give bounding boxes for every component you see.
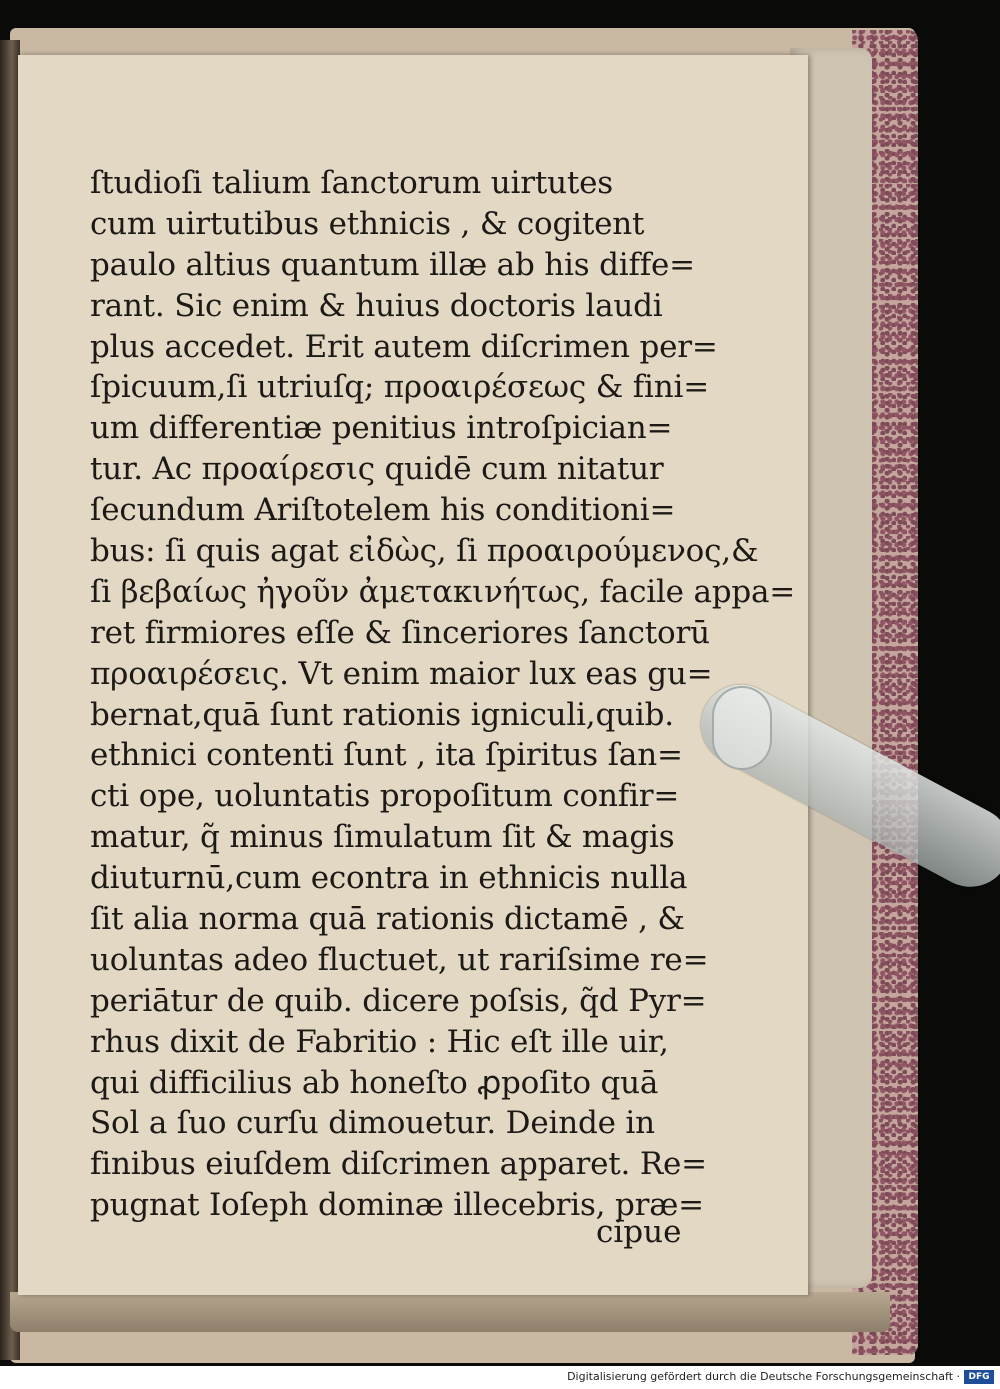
book-spine [0, 40, 20, 1360]
text-line: προαιρέσεις. Vt enim maior lux eas gu= [90, 655, 713, 692]
page-bottom-edge [10, 1292, 890, 1332]
catchword: cipue [596, 1214, 682, 1250]
dfg-logo: DFG [964, 1370, 994, 1384]
footer-credit: Digitalisierung gefördert durch die Deutsche Forschungsgemeinschaft · [567, 1370, 960, 1383]
text-line: matur, q̃ minus ſimulatum ſit & magis [90, 819, 675, 856]
text-line: rhus dixit de Fabritio : Hic eſt ille uir, [90, 1023, 669, 1060]
footer-bar [0, 1366, 1000, 1389]
text-line: bernat,quā ſunt rationis igniculi,quib. [90, 696, 674, 733]
text-block [90, 163, 796, 1226]
text-line: finibus eiuſdem diſcrimen apparet. Re= [90, 1146, 707, 1183]
text-line: ſi βεβαίως ἠγοῦν ἀμετακινήτως, facile appa= [90, 573, 796, 610]
text-line: bus: ſi quis agat εἰδὼς, ſi προαιρούμενος,& [90, 533, 759, 570]
text-line: cti ope, uoluntatis propoſitum confir= [90, 778, 680, 815]
text-line: rant. Sic enim & huius doctoris laudi [90, 287, 663, 324]
text-line: diuturnū,cum econtra in ethnicis nulla [90, 860, 688, 897]
text-line: plus accedet. Erit autem diſcrimen per= [90, 328, 718, 365]
text-line: uoluntas adeo fluctuet, ut rariſsime re= [90, 941, 709, 978]
text-line: ſecundum Ariſtotelem his conditioni= [90, 492, 676, 529]
text-line: ret firmiores eſſe & ſinceriores ſanctorū [90, 614, 710, 651]
text-line: pugnat Ioſeph dominæ illecebris, præ= [90, 1187, 704, 1224]
text-line: Sol a ſuo curſu dimouetur. Deinde in [90, 1105, 655, 1142]
text-line: ethnici contenti ſunt , ita ſpiritus ſan= [90, 737, 683, 774]
text-line: cum uirtutibus ethnicis , & cogitent [90, 205, 645, 242]
text-line: paulo altius quantum illæ ab his diffe= [90, 246, 695, 283]
text-line: periātur de quib. dicere poſsis, q̃d Pyr= [90, 982, 707, 1019]
text-line: tur. Ac προαίρεσις quidē cum nitatur [90, 451, 664, 488]
text-line: ſtudioſi talium ſanctorum uirtutes [90, 165, 614, 201]
book-page [18, 55, 808, 1295]
text-line: qui difficilius ab honeſto ꝓpoſito quā [90, 1064, 659, 1101]
text-line: ſit alia norma quā rationis dictamē , & [90, 901, 685, 938]
glass-page-weight-tip [712, 686, 772, 770]
text-line: ſpicuum,ſi utriuſq; προαιρέσεως & fini= [90, 369, 709, 406]
text-line: um differentiæ penitius introſpician= [90, 410, 673, 447]
